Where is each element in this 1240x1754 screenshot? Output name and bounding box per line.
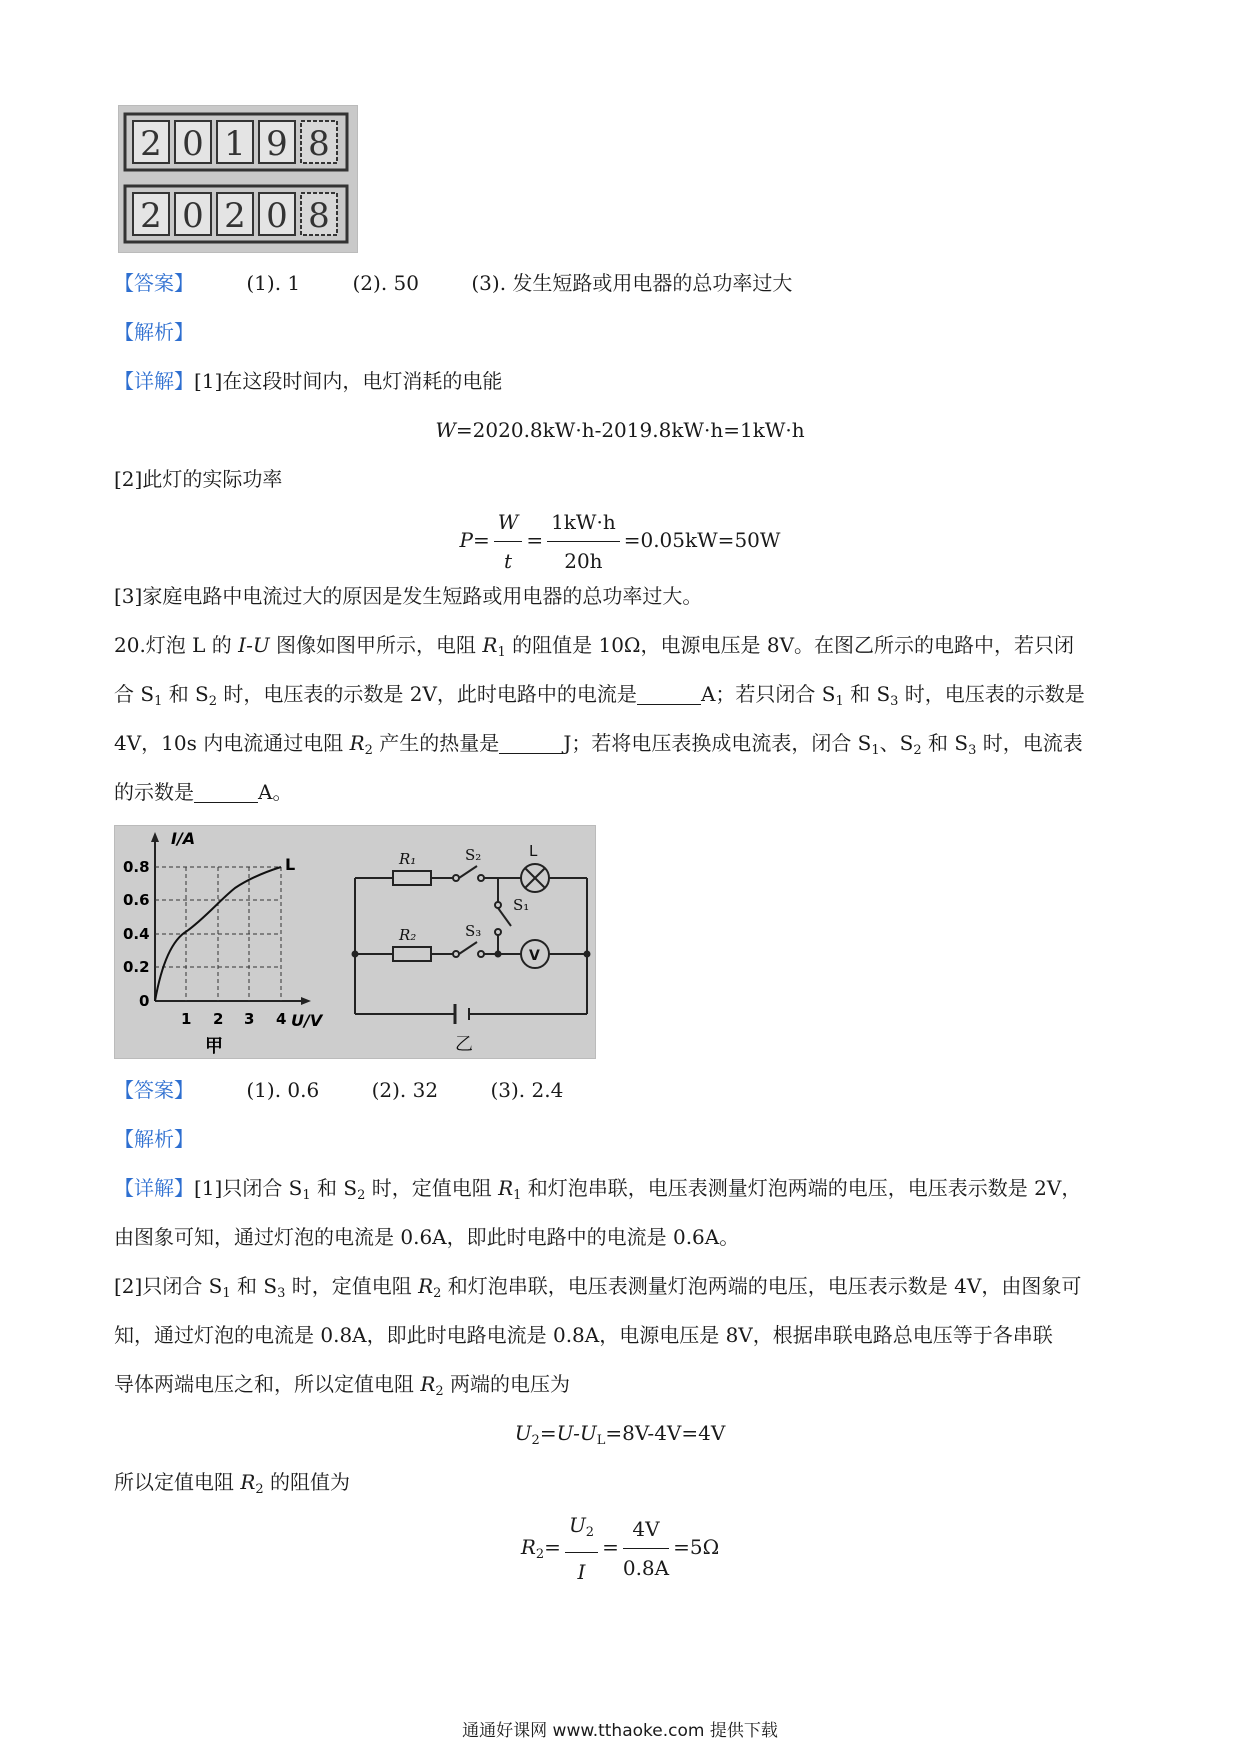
label-r2: R₂ [399, 926, 417, 944]
fraction-energy-over-time: $\frac{1kW\cdot h}{20h}$ [547, 505, 620, 578]
q20-detail-1: 【详解】[1]只闭合 $S_1$ 和 $S_2$ 时，定值电阻 $R_1$ 和灯泡串联，电压表测量灯泡两端的电压，电压表示数是 2V， [114, 1176, 1082, 1203]
answer-1: (1). 0.6 [246, 1078, 320, 1102]
page-footer: 通通好课网 www.tthaoke.com 提供下载 [462, 1721, 778, 1741]
q20-detail-2: 由图象可知，通过灯泡的电流是 0.6A，即此时电路中的电流是 0.6A。 [114, 1225, 740, 1249]
meter-photo [118, 105, 358, 253]
q19-equation-1 [0, 416, 1240, 444]
xtick-2: 2 [213, 1010, 224, 1028]
meter-digit: 1 [224, 124, 246, 164]
blank-1[interactable] [637, 684, 701, 705]
fraction-w-over-t: $\frac{W}{t}$ [494, 505, 523, 578]
q19-line-3: [3]家庭电路中电流过大的原因是发生短路或用电器的总功率过大。 [114, 584, 703, 608]
q20-answer-line [114, 1076, 563, 1104]
ytick-0.6: 0.6 [123, 891, 150, 909]
meter-digit: 8 [308, 196, 330, 236]
q20-detail-4: 知，通过灯泡的电流是 0.8A，即此时电路电流是 0.8A，电源电压是 8V，根据串联电路总电压等于各串联 [114, 1323, 1053, 1347]
fraction-u2-over-i: $\frac{U_2}{I}$ [565, 1508, 598, 1589]
answer-2: (2). 50 [352, 271, 419, 295]
label-s3: S₃ [465, 922, 482, 940]
q19-answer-line [114, 269, 792, 297]
xtick-1: 1 [181, 1010, 192, 1028]
q20-equation-4: $R_2=$ $\frac{U_2}{I}$ = $\frac{4V}{0.8A}$ =5Ω [0, 1508, 1240, 1589]
resistor-r1 [393, 871, 431, 885]
graph-ylabel: I/A [171, 829, 196, 848]
label-s2: S₂ [465, 846, 482, 864]
answer-2: (2). 32 [371, 1078, 439, 1102]
label-lamp: L [529, 842, 538, 860]
detail-tag: 【详解】 [114, 1176, 194, 1200]
graph-xlabel: U/V [291, 1011, 323, 1030]
q20-figure [115, 826, 595, 1058]
q20-stem-3: 4V，10s 内电流通过电阻 $R_2$ 产生的热量是 J；若将电压表换成电流表，闭合 $S_1$、$S_2$ 和 $S_3$ 时，电流表 [114, 731, 1083, 758]
q19-analysis-tag: 【解析】 [114, 320, 194, 344]
q20-stem-1: 20.灯泡 L 的 I-U 图像如图甲所示，电阻 $R_1$ 的阻值是 10Ω，电源电压是 8V。在图乙所示的电路中，若只闭 [114, 633, 1075, 660]
meter-digit: 9 [266, 124, 288, 164]
meter-digit: 8 [308, 124, 330, 164]
q20-equation-3: $U_2=U-U_L=8V-4V=4V$ [514, 1421, 726, 1448]
q20-stem-4: 的示数是 A。 [114, 780, 293, 804]
answer-tag: 【答案】 [114, 271, 194, 295]
xtick-3: 3 [244, 1010, 255, 1028]
q20-figure-photo [114, 825, 596, 1059]
label-r1: R₁ [399, 850, 417, 868]
label-s1: S₁ [513, 896, 530, 914]
circuit-diagram [353, 864, 590, 1024]
iu-graph [123, 829, 324, 1057]
q19-detail-1 [114, 367, 502, 395]
q20-detail-6: 所以定值电阻 $R_2$ 的阻值为 [114, 1470, 351, 1497]
detail-text: [1]在这段时间内，电灯消耗的电能 [194, 369, 503, 393]
answer-1: (1). 1 [246, 271, 301, 295]
resistor-r2 [393, 947, 431, 961]
ytick-0.4: 0.4 [123, 925, 150, 943]
q20-stem-2: 合 $S_1$ 和 $S_2$ 时，电压表的示数是 2V，此时电路中的电流是 A；若只闭合 $S_1$ 和 $S_3$ 时，电压表的示数是 [114, 682, 1085, 709]
graph-caption: 甲 [205, 1036, 223, 1057]
xtick-4: 4 [276, 1010, 287, 1028]
q20-analysis-tag: 【解析】 [114, 1127, 194, 1151]
eq-var: W [435, 418, 456, 442]
meter-digit: 2 [140, 124, 162, 164]
meter-readings [119, 106, 357, 252]
q19-line-2: [2]此灯的实际功率 [114, 467, 283, 491]
blank-2[interactable] [499, 733, 563, 754]
answer-tag: 【答案】 [114, 1078, 194, 1102]
ytick-0: 0 [139, 992, 150, 1010]
graph-curve-label: L [285, 855, 296, 874]
ytick-0.8: 0.8 [123, 858, 150, 876]
answer-3: (3). 2.4 [490, 1078, 564, 1102]
q19-equation-2: P= $\frac{W}{t}$ = $\frac{1kW\cdot h}{20h}$ =0.05kW=50W [0, 505, 1240, 578]
answer-3: (3). 发生短路或用电器的总功率过大 [471, 271, 793, 295]
eq-lhs: P= [459, 528, 490, 552]
detail-tag: 【详解】 [114, 369, 194, 393]
meter-digit: 0 [182, 196, 204, 236]
meter-digit: 0 [182, 124, 204, 164]
meter-digit: 2 [140, 196, 162, 236]
label-voltmeter: V [529, 948, 540, 964]
q20-detail-3: [2]只闭合 $S_1$ 和 $S_3$ 时，定值电阻 $R_2$ 和灯泡串联，电压表测量灯泡两端的电压，电压表示数是 4V，由图象可 [114, 1274, 1082, 1301]
q20-detail-5: 导体两端电压之和，所以定值电阻 $R_2$ 两端的电压为 [114, 1372, 571, 1399]
meter-digit: 0 [266, 196, 288, 236]
meter-digit: 2 [224, 196, 246, 236]
eq-rest: =2020.8kW·h-2019.8kW·h=1kW·h [455, 418, 805, 442]
fraction-4v-over-0.8a: $\frac{4V}{0.8A}$ [623, 1512, 669, 1585]
ytick-0.2: 0.2 [123, 958, 150, 976]
circuit-caption: 乙 [455, 1034, 473, 1055]
blank-3[interactable] [194, 782, 258, 803]
